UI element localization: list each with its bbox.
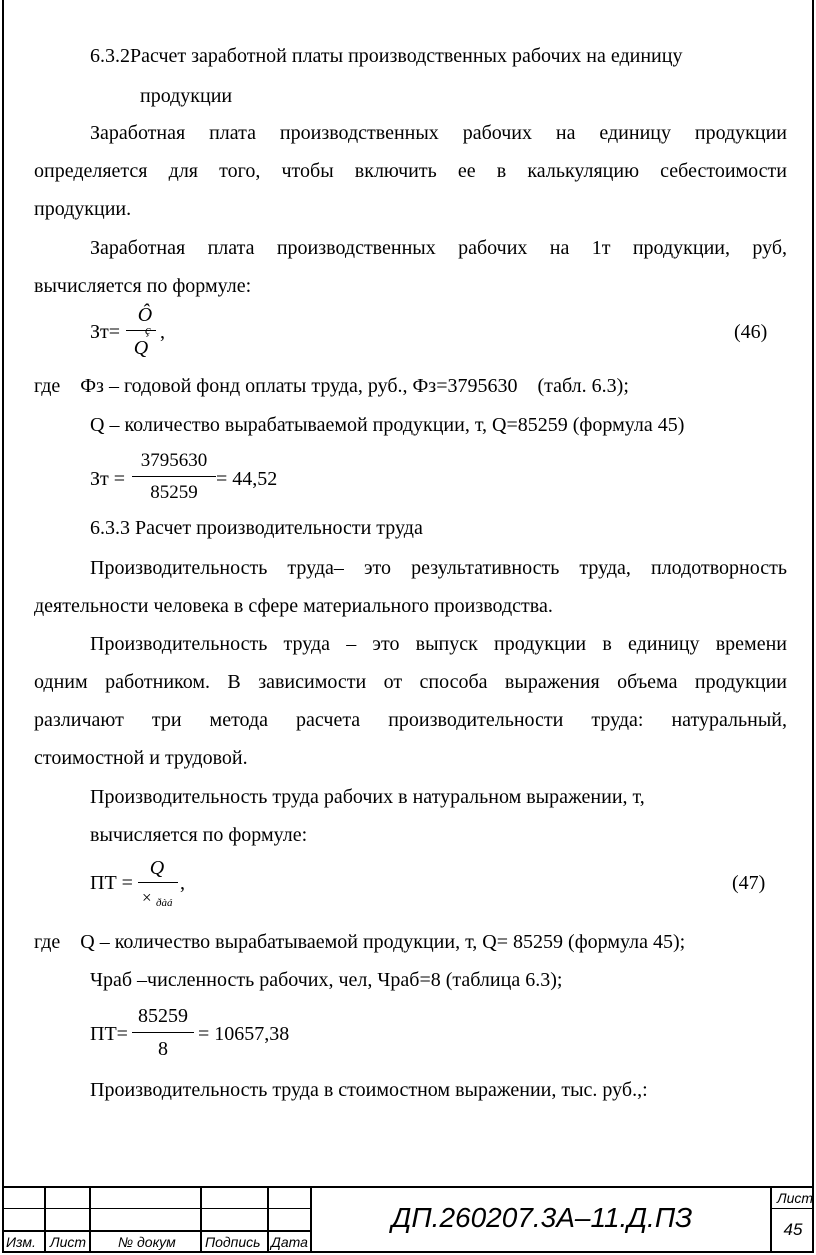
formula-denominator: Q [133, 337, 149, 359]
stamp-label-doc: № докум [118, 1234, 176, 1250]
stamp-col-line [44, 1186, 46, 1253]
sheet-label: Лист [777, 1190, 814, 1206]
paragraph-line: одним работником. В зависимости от способа выражения объема продукции [34, 671, 787, 693]
paragraph-line: Заработная плата производственных рабочих на единицу продукции [90, 122, 787, 144]
calc-denominator: 8 [158, 1038, 168, 1060]
sheet-number: 45 [783, 1220, 803, 1239]
paragraph-line: Заработная плата производственных рабочих на 1т продукции, руб, [90, 237, 787, 259]
paragraph-line: вычисляется по формуле: [34, 275, 252, 297]
paragraph-line: Производительность труда рабочих в натуральном выражении, т, [90, 786, 645, 808]
paragraph-line: продукции. [34, 198, 132, 220]
stamp-label-sign: Подпись [205, 1234, 261, 1250]
stamp-row-line [2, 1230, 312, 1232]
fraction-line [138, 882, 178, 883]
stamp-label-izm: Изм. [6, 1234, 36, 1250]
stamp-row-line [2, 1208, 312, 1209]
fraction-line [126, 330, 156, 331]
formula-number: (46) [734, 321, 768, 343]
where-line: где Фз – годовой фонд оплаты труда, руб., Фз=3795630 (табл. 6.3); [34, 375, 629, 397]
calc-result: = 44,52 [216, 468, 278, 490]
stamp-border-top [2, 1186, 814, 1188]
stamp-col-line [267, 1186, 269, 1253]
paragraph-line: Производительность труда– это результативность труда, плодотворность [90, 557, 787, 579]
section-heading-632-cont: продукции [140, 85, 233, 107]
where-line: Чраб –численность рабочих, чел, Чраб=8 (таблица 6.3); [90, 969, 563, 991]
paragraph-line: деятельности человека в сфере материального производства. [34, 595, 553, 617]
formula-trail: , [180, 872, 185, 894]
section-heading-633: 6.3.3 Расчет производительности труда [90, 517, 423, 539]
calc-lhs: ПТ= [90, 1023, 128, 1045]
calc-denominator: 85259 [150, 482, 198, 503]
stamp-col-line [89, 1186, 91, 1253]
formula-lhs: Зт= [90, 321, 121, 343]
formula-number: (47) [732, 872, 766, 894]
formula-lhs: ПТ = [90, 872, 133, 894]
page-frame [2, 0, 814, 1253]
paragraph-line: вычисляется по формуле: [90, 824, 308, 846]
calc-lhs: Зт = [90, 468, 126, 490]
where-line: Q – количество вырабатываемой продукции, т, Q=85259 (формула 45) [90, 414, 685, 436]
paragraph-line: определяется для того, чтобы включить ее в калькуляцию себестоимости [34, 160, 787, 182]
formula-numerator-sub: ç [145, 322, 151, 337]
calc-result: = 10657,38 [198, 1023, 290, 1045]
paragraph-line: стоимостной и трудовой. [34, 747, 248, 769]
title-block [2, 1186, 814, 1253]
fraction-line [132, 1032, 194, 1033]
calc-numerator: 3795630 [140, 450, 208, 471]
fraction-line [132, 476, 216, 477]
section-heading-632: 6.3.2Расчет заработной платы производственных рабочих на единицу [90, 45, 683, 67]
stamp-row-line [770, 1208, 814, 1209]
formula-denominator: × [142, 888, 152, 907]
paragraph-line: Производительность труда в стоимостном выражении, тыс. руб.,: [90, 1079, 648, 1101]
formula-denominator-sub: ðàá [156, 897, 173, 909]
stamp-label-list: Лист [50, 1234, 87, 1250]
numerator-symbol: Ô [137, 304, 153, 326]
paragraph-line: Производительность труда – это выпуск продукции в единицу времени [90, 633, 787, 655]
where-line: где Q – количество вырабатываемой продукции, т, Q= 85259 (формула 45); [34, 931, 686, 953]
stamp-label-date: Дата [271, 1234, 308, 1250]
stamp-col-line [200, 1186, 202, 1253]
calc-numerator: 85259 [138, 1005, 188, 1027]
formula-numerator: Q [149, 857, 165, 879]
document-code: ДП.260207.3А–11.Д.ПЗ [391, 1202, 693, 1233]
paragraph-line: различают три метода расчета производительности труда: натуральный, [34, 709, 787, 731]
formula-trail: , [160, 321, 165, 343]
